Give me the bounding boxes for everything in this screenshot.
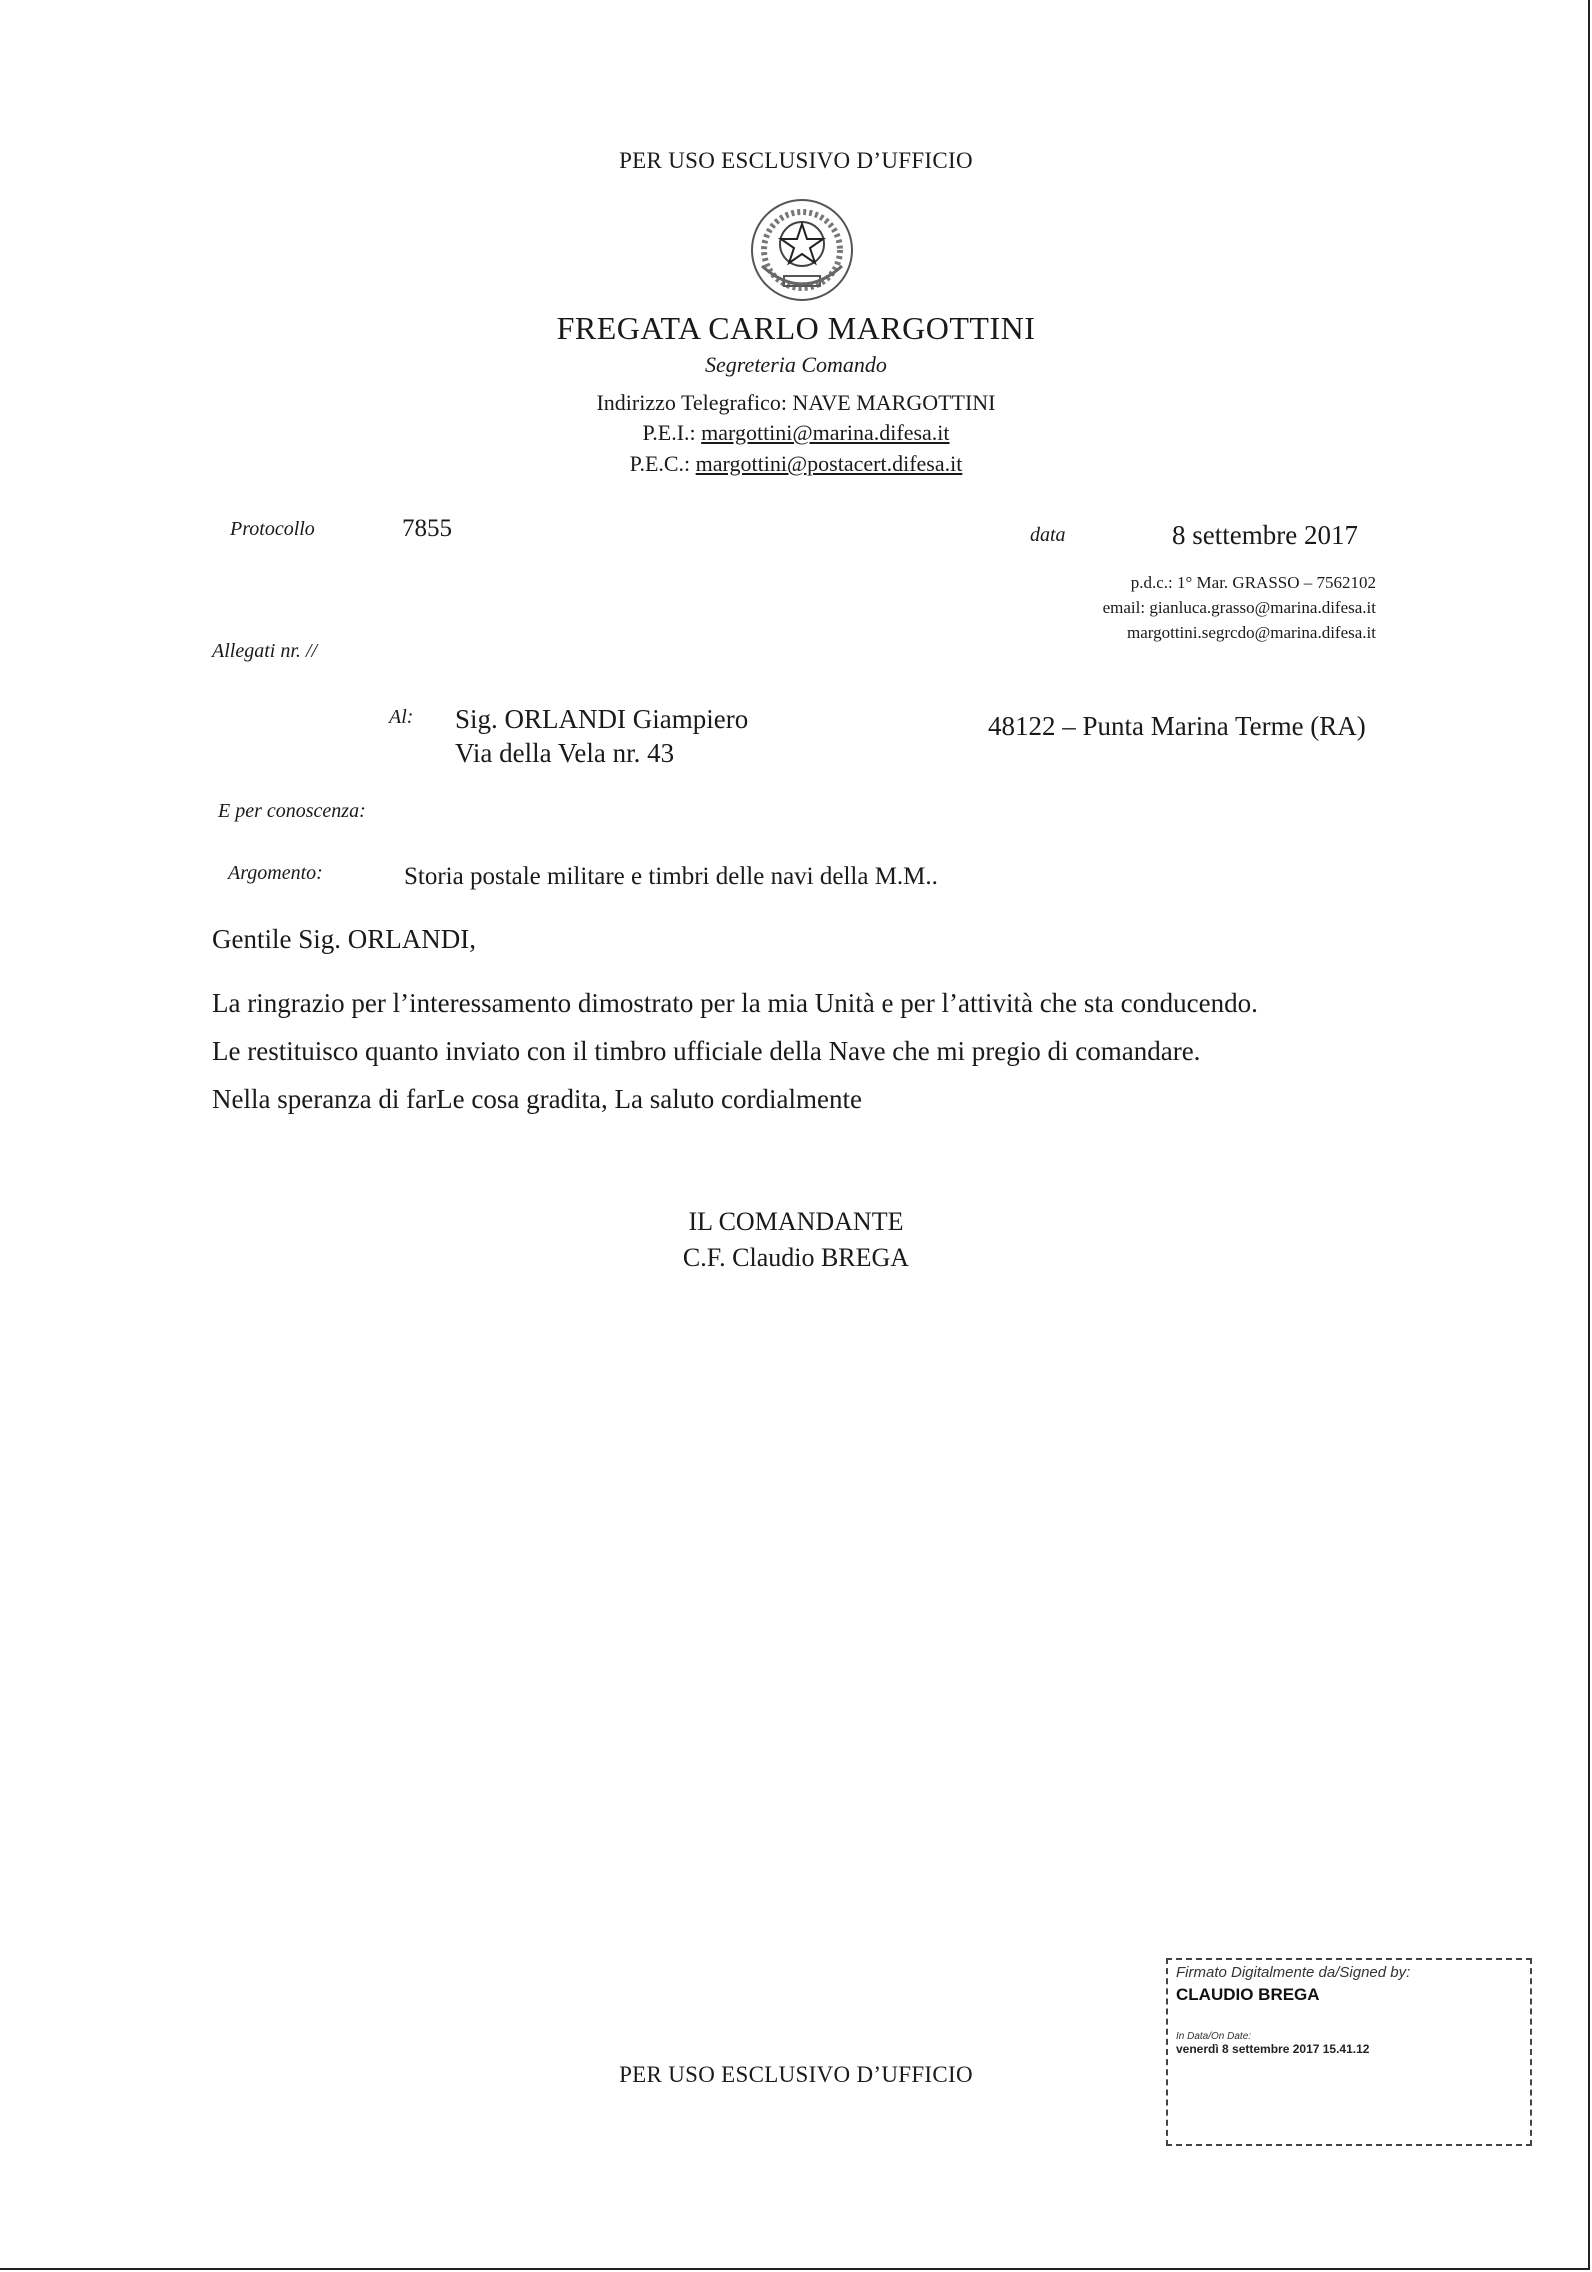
signature-date: venerdì 8 settembre 2017 15.41.12	[1176, 2042, 1370, 2056]
body-paragraph-2: Le restituisco quanto inviato con il timbro ufficiale della Nave che mi pregio di comandare.	[212, 1036, 1201, 1066]
classification-header: PER USO ESCLUSIVO D’UFFICIO	[619, 148, 973, 173]
pec-line	[0, 451, 1592, 477]
signature-role: IL COMANDANTE	[688, 1207, 904, 1236]
office-name: Segreteria Comando	[705, 352, 887, 377]
body-paragraph-1: La ringrazio per l’interessamento dimostrato per la mia Unità e per l’attività che sta conducendo.	[212, 988, 1258, 1018]
italian-republic-emblem-icon	[748, 196, 856, 304]
greeting: Gentile Sig. ORLANDI,	[212, 924, 476, 954]
secretariat-email: margottini.segrcdo@marina.difesa.it	[1126, 623, 1376, 642]
attachments-label: Allegati nr. //	[212, 640, 317, 662]
pei-line	[0, 420, 1592, 446]
telegraph-address: Indirizzo Telegrafico: NAVE MARGOTTINI	[596, 390, 996, 415]
digital-signature-stamp	[1166, 1958, 1532, 2146]
signer-name: CLAUDIO BREGA	[1176, 1985, 1320, 2004]
signed-by-label: Firmato Digitalmente da/Signed by:	[1176, 1964, 1411, 1981]
subject-label: Argomento:	[228, 862, 323, 884]
pei-email-link[interactable]: margottini@marina.difesa.it	[701, 420, 950, 445]
recipient-name: Sig. ORLANDI Giampiero	[455, 704, 749, 734]
unit-name: FREGATA CARLO MARGOTTINI	[556, 310, 1036, 346]
pei-label: P.E.I.:	[642, 420, 702, 445]
pec-label: P.E.C.:	[629, 451, 696, 476]
cc-label: E per conoscenza:	[218, 800, 366, 822]
classification-footer: PER USO ESCLUSIVO D’UFFICIO	[619, 2062, 973, 2087]
recipient-label: Al:	[389, 706, 414, 728]
recipient-address: Via della Vela nr. 43	[455, 738, 675, 768]
subject-text: Storia postale militare e timbri delle navi della M.M..	[404, 863, 938, 890]
contact-email: email: gianluca.grasso@marina.difesa.it	[1102, 598, 1376, 617]
date-label: data	[1030, 524, 1066, 546]
recipient-city: 48122 – Punta Marina Terme (RA)	[988, 711, 1366, 741]
contact-block	[1103, 570, 1376, 645]
letter-date: 8 settembre 2017	[1172, 520, 1358, 550]
protocol-number: 7855	[402, 515, 452, 542]
point-of-contact: p.d.c.: 1° Mar. GRASSO – 7562102	[1130, 573, 1376, 592]
body-paragraph-3: Nella speranza di farLe cosa gradita, La saluto cordialmente	[212, 1084, 862, 1114]
pec-email-link[interactable]: margottini@postacert.difesa.it	[695, 451, 963, 476]
protocol-label: Protocollo	[230, 518, 315, 540]
signature-name: C.F. Claudio BREGA	[682, 1243, 910, 1272]
signature-date-label: In Data/On Date:	[1176, 2031, 1252, 2042]
